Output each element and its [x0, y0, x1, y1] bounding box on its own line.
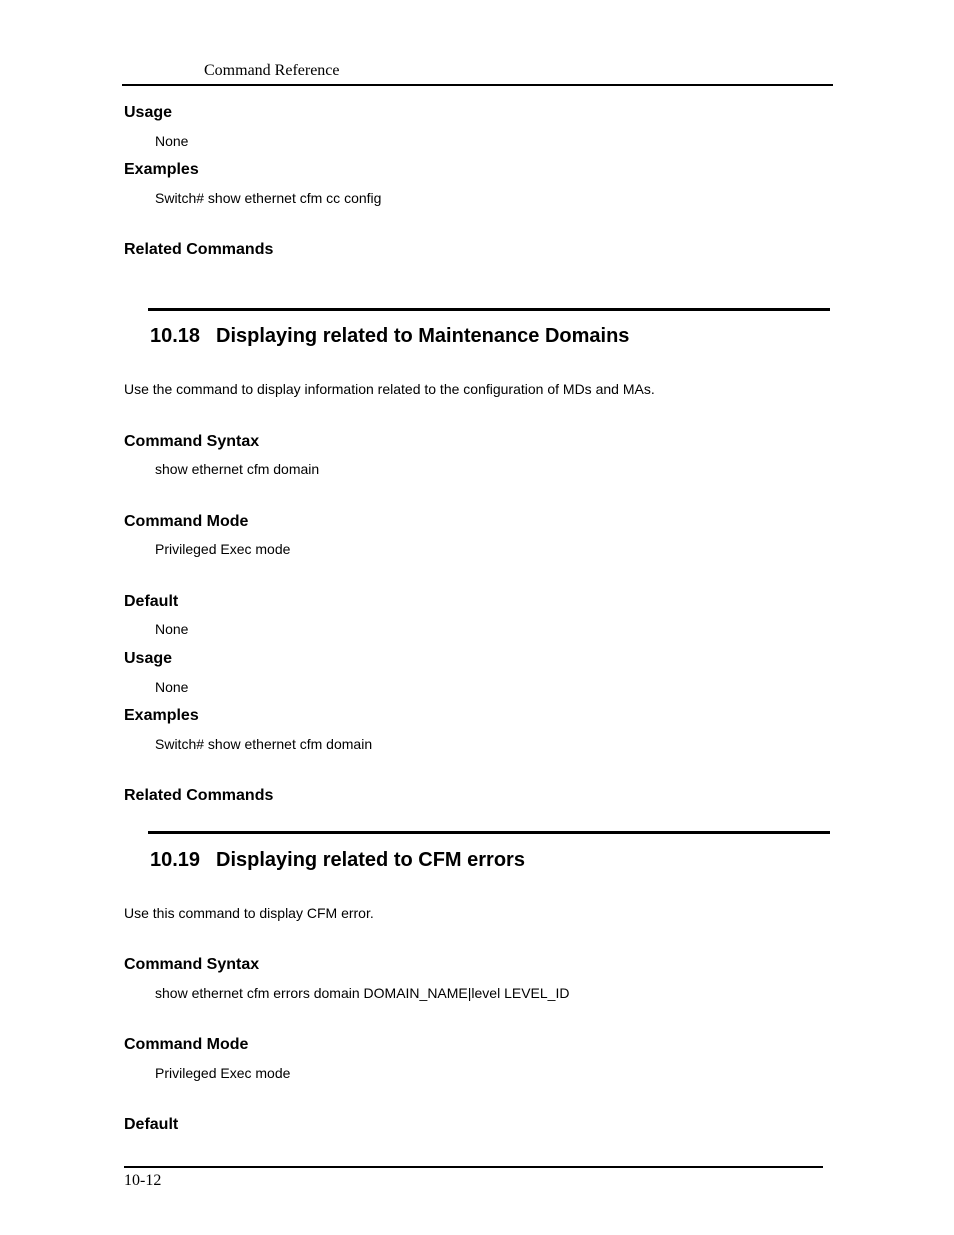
section-1019-number: 10.19: [150, 849, 201, 871]
section-1019-rule: [148, 831, 830, 834]
section-1018-usage-label: Usage: [124, 650, 173, 667]
usage-value: None: [155, 133, 189, 149]
footer-rule: [124, 1166, 823, 1168]
section-1018-related-label: Related Commands: [124, 787, 274, 804]
section-1019-syntax-label: Command Syntax: [124, 956, 260, 973]
section-1018-syntax-label: Command Syntax: [124, 433, 260, 450]
section-1018-heading: [150, 324, 629, 348]
section-1018-examples-value: Switch# show ethernet cfm domain: [155, 736, 373, 752]
examples-label: Examples: [124, 161, 199, 178]
related-commands-label: Related Commands: [124, 241, 274, 258]
section-1018-mode-label: Command Mode: [124, 513, 249, 530]
section-1019-intro: Use this command to display CFM error.: [124, 905, 374, 921]
section-1018-syntax-value: show ethernet cfm domain: [155, 461, 320, 477]
section-1018-title: Displaying related to Maintenance Domains: [216, 325, 630, 347]
section-1018-rule: [148, 308, 830, 311]
section-1018-number: 10.18: [150, 325, 201, 347]
header-rule: [122, 84, 833, 86]
examples-value: Switch# show ethernet cfm cc config: [155, 190, 382, 206]
section-1019-heading: [150, 848, 525, 872]
section-1019-title: Displaying related to CFM errors: [216, 849, 525, 871]
running-header-title: Command Reference: [204, 62, 340, 79]
section-1018-mode-value: Privileged Exec mode: [155, 541, 291, 557]
page-number: 10-12: [124, 1172, 162, 1189]
section-1018-examples-label: Examples: [124, 707, 199, 724]
section-1019-syntax-value: show ethernet cfm errors domain DOMAIN_NAME|level LEVEL_ID: [155, 985, 570, 1001]
section-1018-default-value: None: [155, 621, 189, 637]
usage-label: Usage: [124, 104, 173, 121]
section-1018-intro: Use the command to display information related to the configuration of MDs and MAs.: [124, 381, 655, 397]
section-1019-default-label: Default: [124, 1116, 179, 1133]
section-1018-usage-value: None: [155, 679, 189, 695]
section-1019-mode-label: Command Mode: [124, 1036, 249, 1053]
section-1019-mode-value: Privileged Exec mode: [155, 1065, 291, 1081]
section-1018-default-label: Default: [124, 593, 179, 610]
